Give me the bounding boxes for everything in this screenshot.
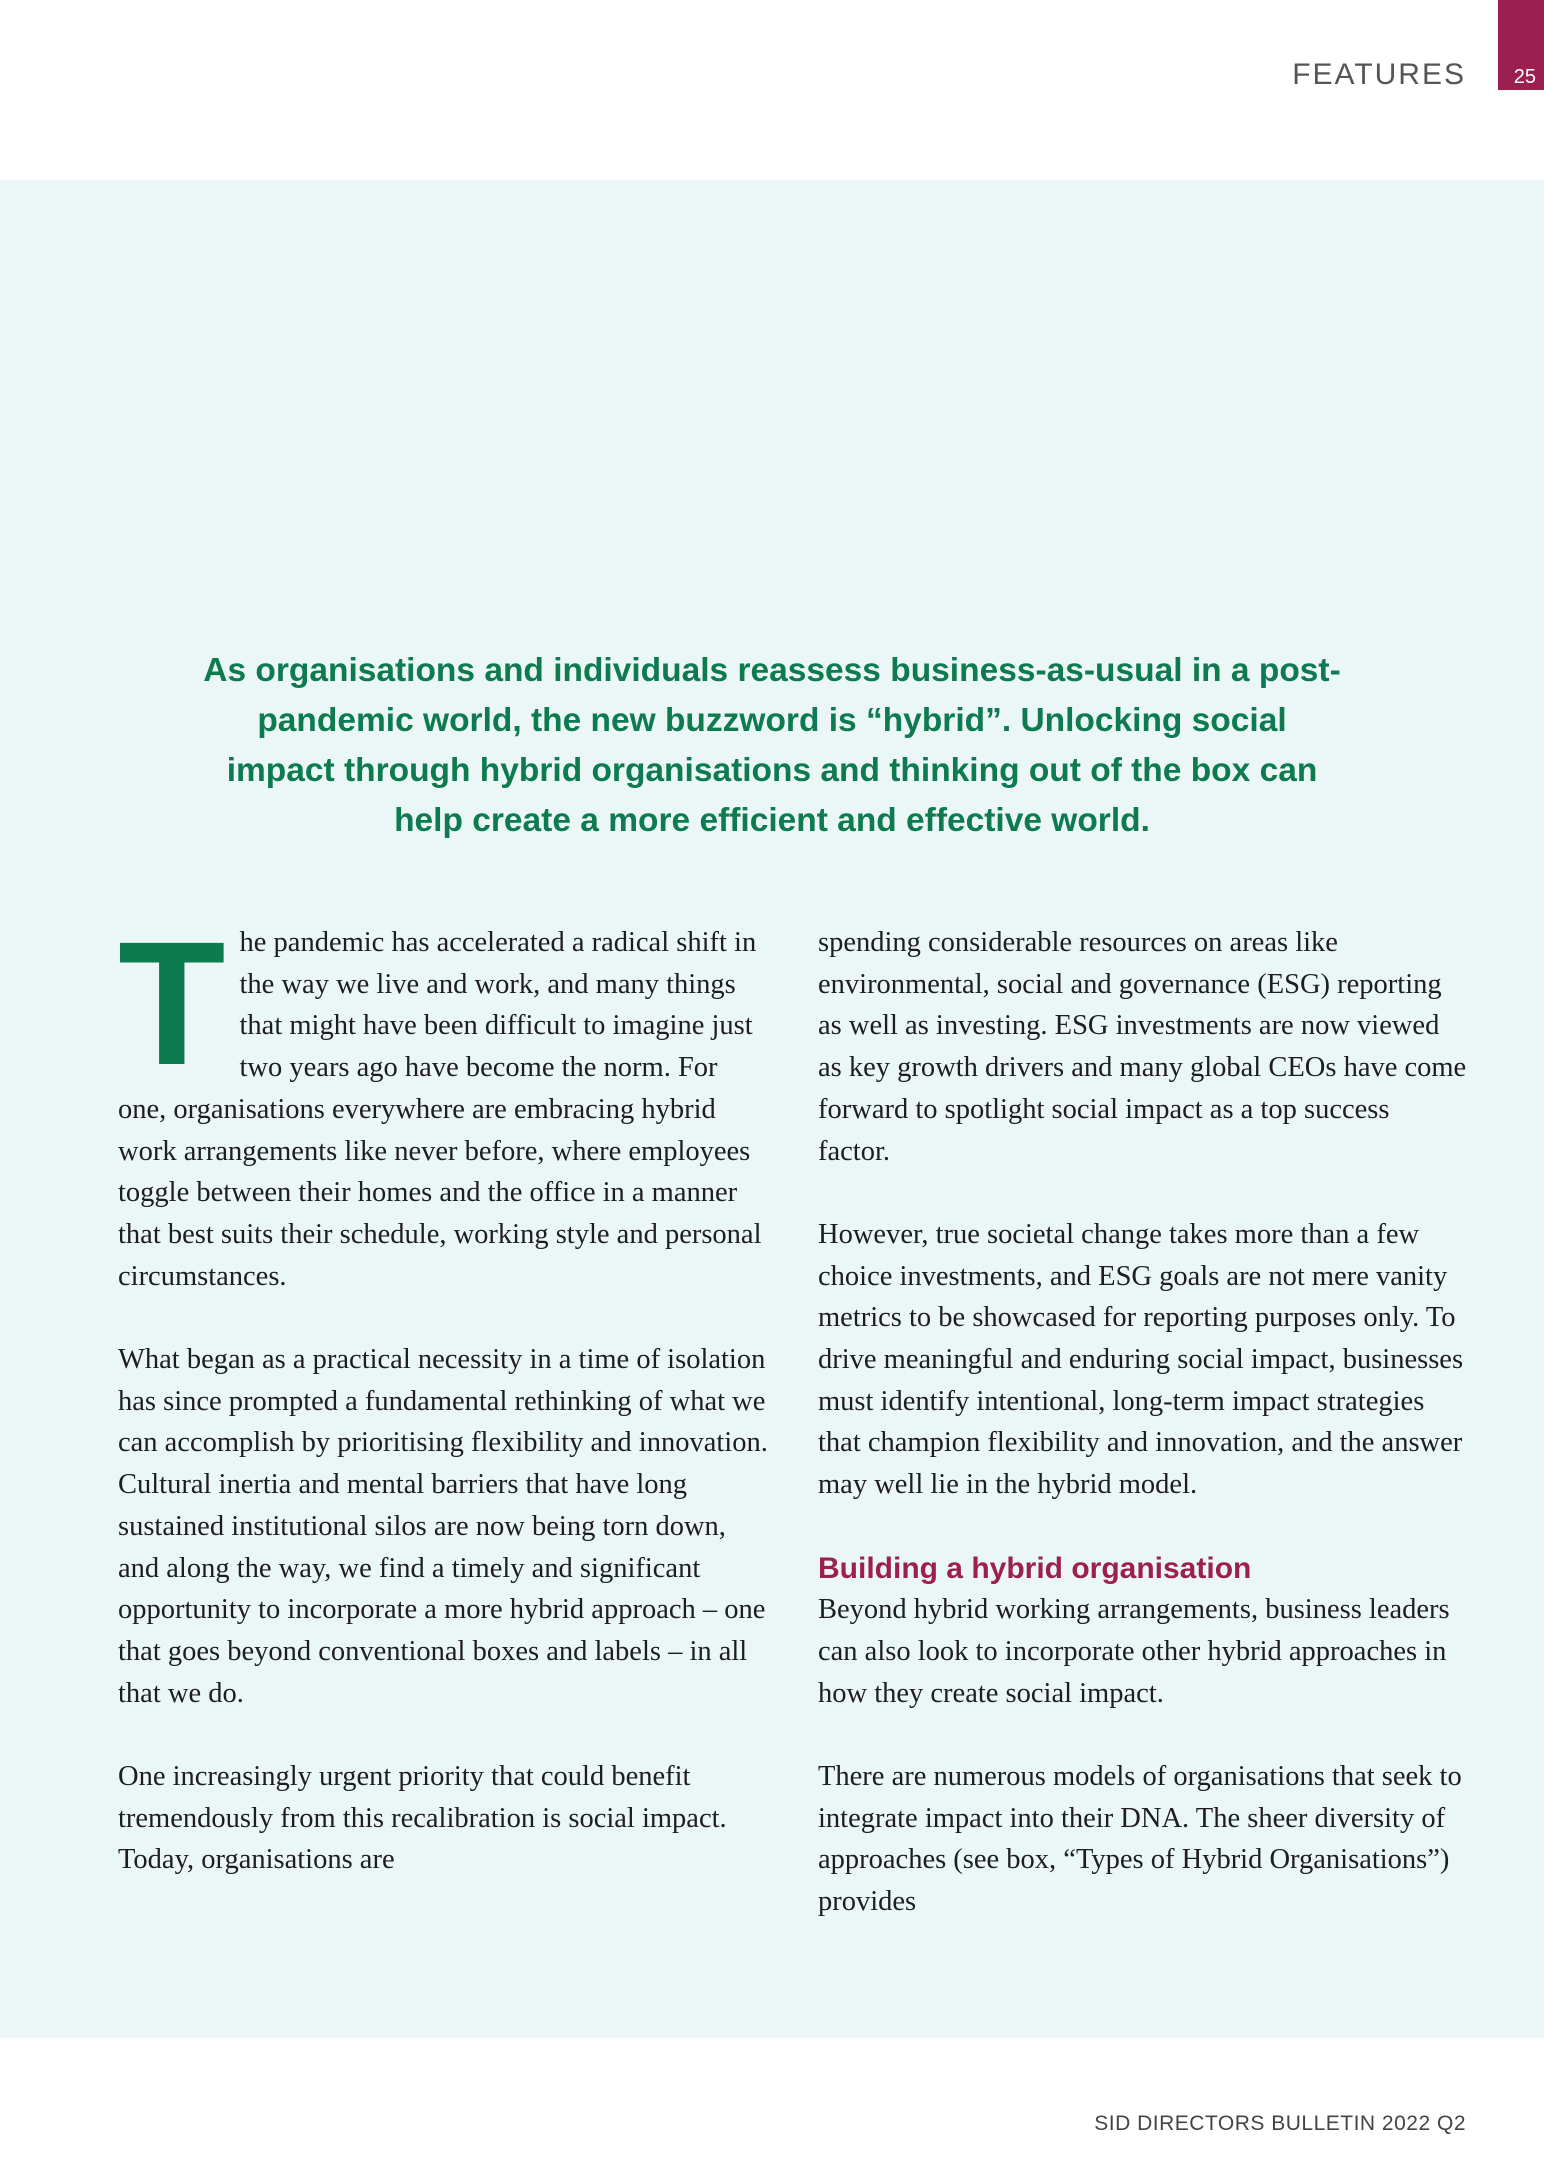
paragraph: However, true societal change takes more than a few choice investments, and ESG goals are not mere vanity metrics to be showcased for reporting purposes only. To drive meaningful and enduring social impact, businesses must identify intentional, long-term impact strategies that champion flexibility and innovation, and the answer may well lie in the hybrid model. [818,1218,1464,1501]
paragraph: There are numerous models of organisations that seek to integrate impact into their DNA. The sheer diversity of approaches (see box, “Types of Hybrid Organisations”) provides [818,1761,1462,1918]
standfirst: As organisations and individuals reassess business-as-usual in a post-pandemic world, the new buzzword is “hybrid”. Unlocking social impact through hybrid organisations and thinking out of the box can help create a more efficient and effective world. [203,652,1341,839]
paragraph: What began as a practical necessity in a time of isolation has since prompted a fundamental rethinking of what we can accomplish by prioritising flexibility and innovation. Cultural inertia and mental barriers that have long sustained institutional silos are now being torn down, and along the way, we find a timely and significant opportunity to incorporate a more hybrid approach – one that goes beyond conventional boxes and labels – in all that we do. [118,1344,768,1709]
paragraph: One increasingly urgent priority that could benefit tremendously from this recalibration is social impact. Today, organisations are [118,1761,727,1876]
paragraph-text: he pandemic has accelerated a radical shift in the way we live and work, and many things that might have been difficult to imagine just two years ago have become the norm. For one, organisations everywhere are embracing hybrid work arrangements like never before, where employees toggle between their homes and the office in a manner that best suits their schedule, working style and personal circumstances. [118,927,762,1292]
paragraph: spending considerable resources on areas like environmental, social and governance (ESG) reporting as well as investing. ESG investments are now viewed as key growth drivers and many global CEOs have come forward to spotlight social impact as a top success factor. [818,927,1467,1167]
paragraph: Beyond hybrid working arrangements, business leaders can also look to incorporate other hybrid approaches in how they create social impact. [818,1594,1450,1709]
subheading: Building a hybrid organisation [818,1551,1252,1585]
page-number: 25 [1513,66,1536,88]
drop-cap: T [118,906,226,1102]
footer-publication: SID DIRECTORS BULLETIN 2022 Q2 [1094,2112,1466,2135]
section-label: FEATURES [1292,58,1466,91]
left-column [118,906,768,1881]
right-column [818,922,1468,1923]
paragraph [118,906,768,1297]
